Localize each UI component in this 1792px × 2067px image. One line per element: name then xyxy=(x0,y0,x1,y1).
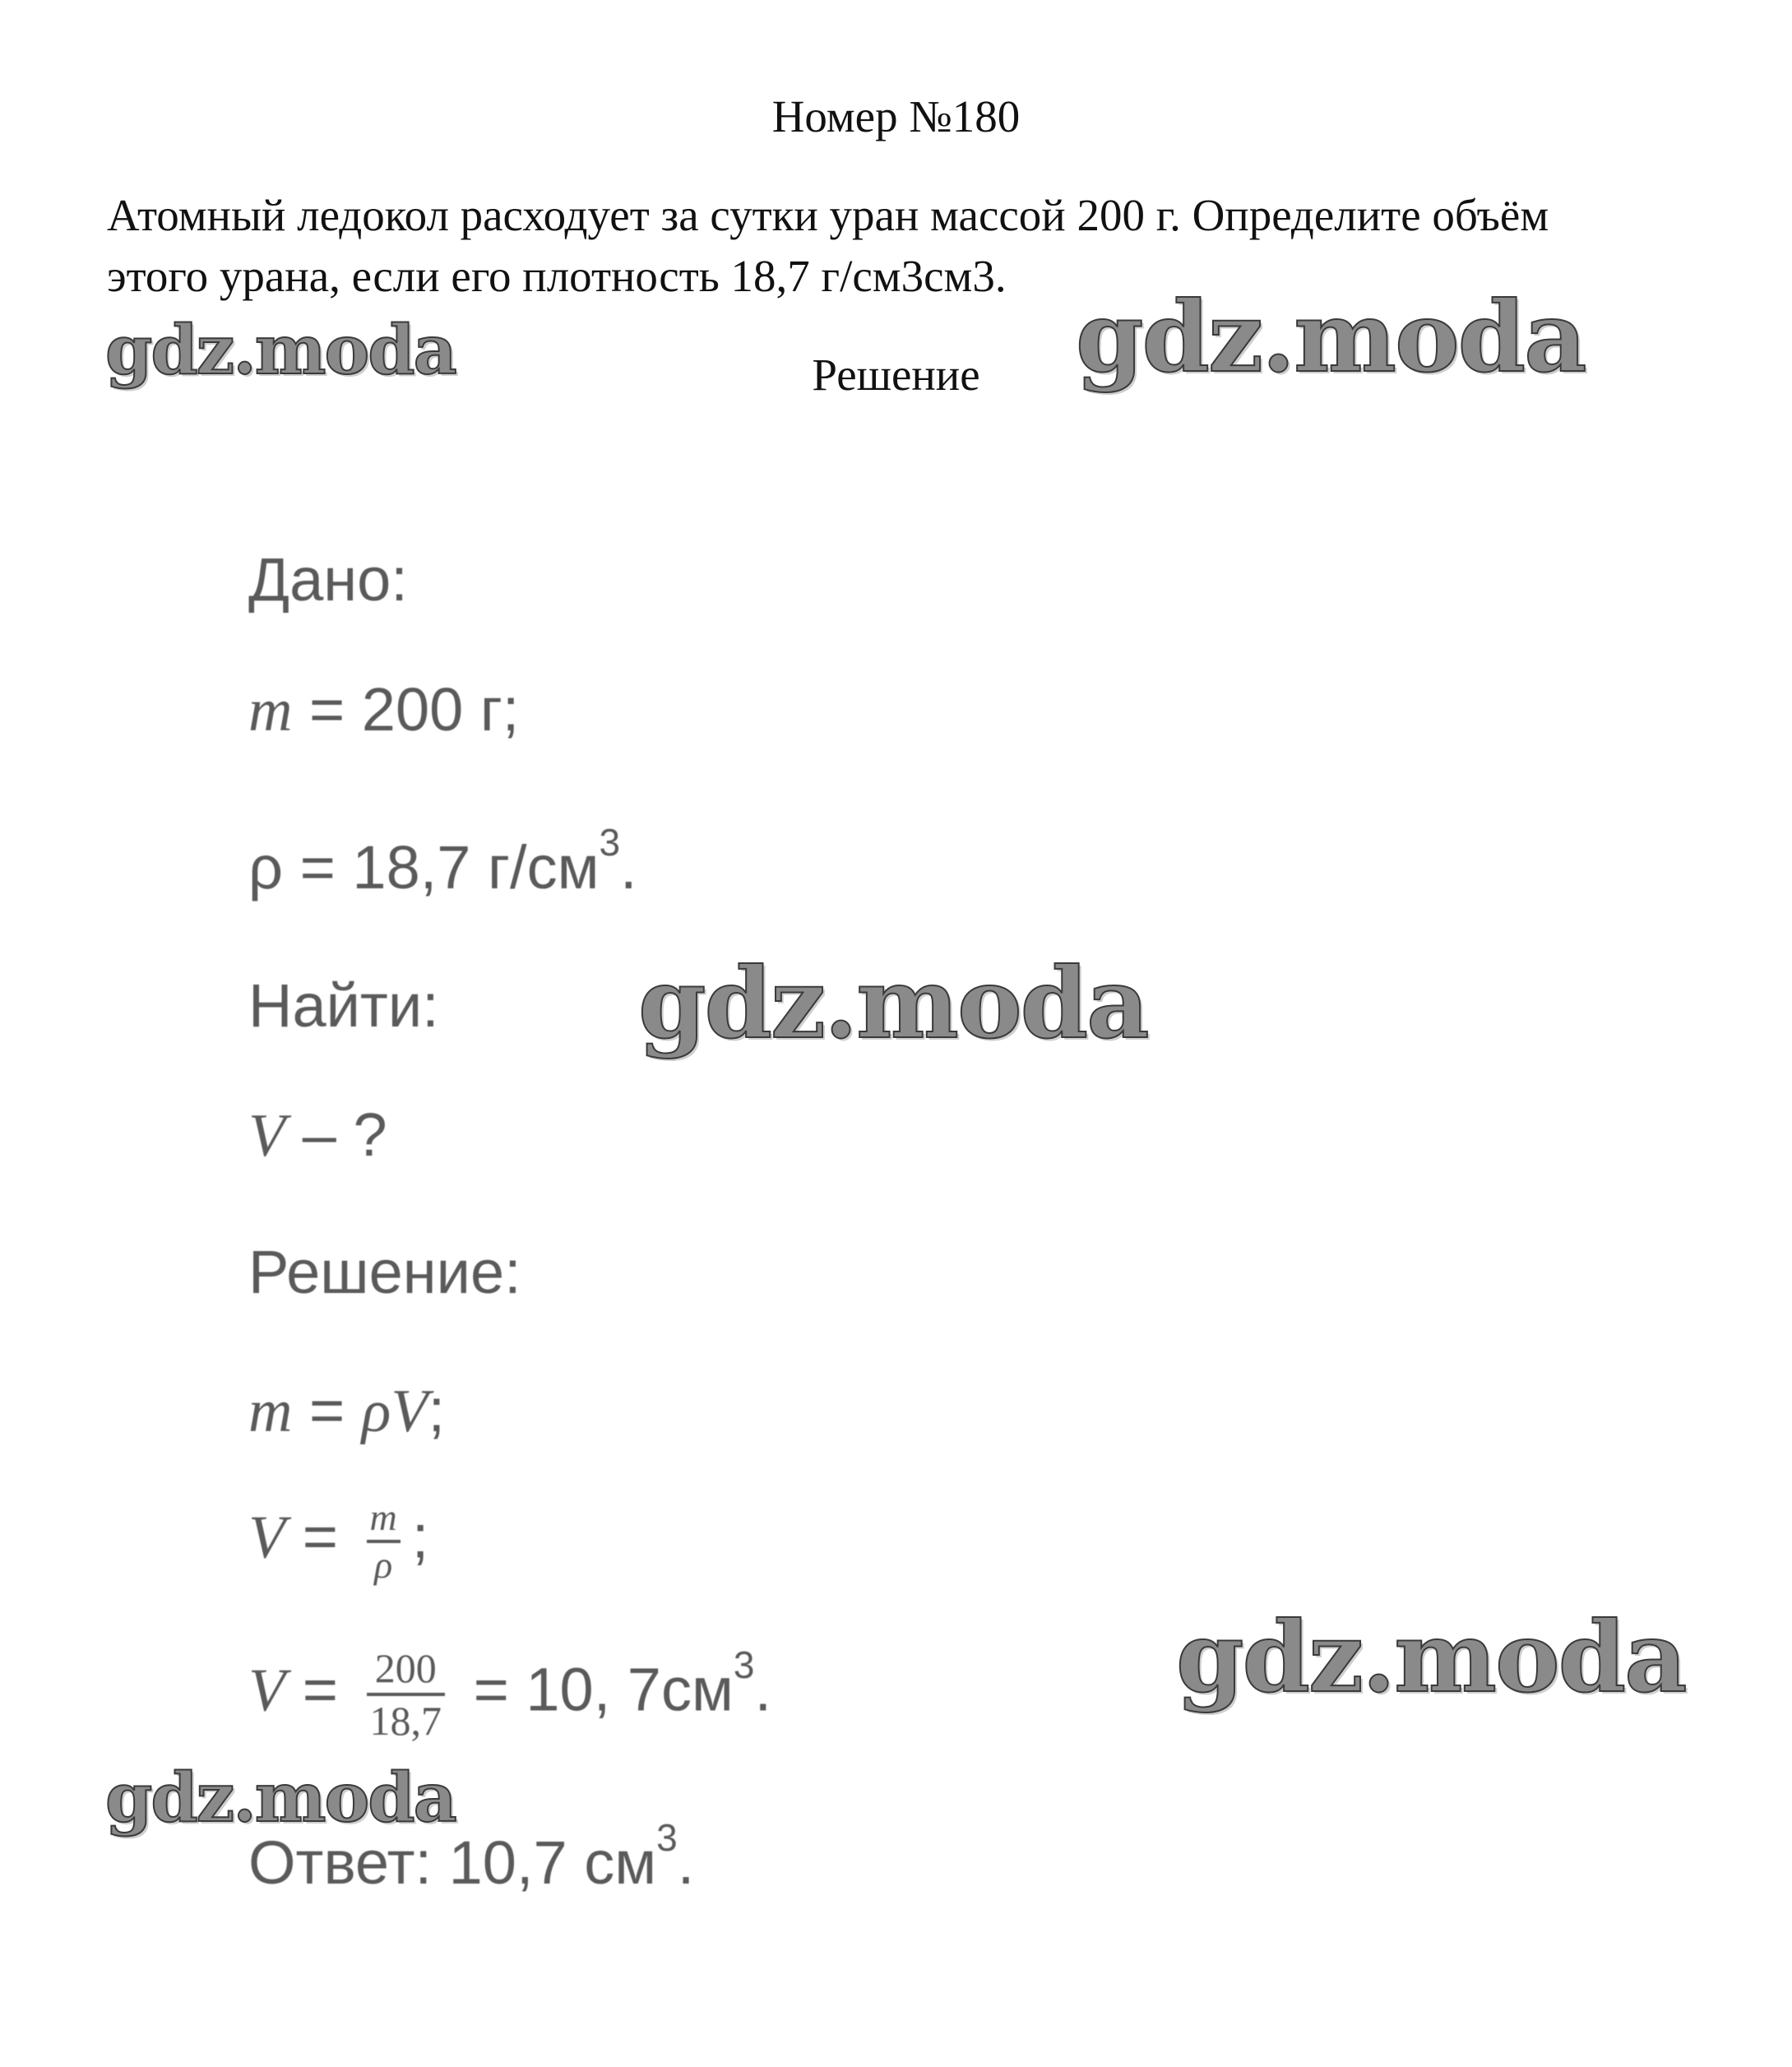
density-value: ρ = 18,7 г/см xyxy=(248,833,600,901)
eq3-end: . xyxy=(754,1655,771,1724)
eq1-end: ; xyxy=(428,1376,446,1444)
equation-mass-density xyxy=(248,1374,445,1448)
fraction-m-over-rho xyxy=(367,1497,401,1586)
watermark-logo: gdz.moda xyxy=(105,311,456,390)
problem-line-2: этого урана, если его плотность 18,7 г/см3см3. xyxy=(107,251,1007,301)
fraction-bar xyxy=(367,1693,446,1696)
density-end: . xyxy=(620,833,637,901)
watermark-logo: gdz.moda xyxy=(638,946,1148,1060)
answer-end: . xyxy=(677,1828,695,1897)
answer xyxy=(248,1816,695,1900)
given-mass xyxy=(248,673,519,748)
solution-heading: Решение xyxy=(812,350,980,400)
watermark-logo: gdz.moda xyxy=(1076,280,1586,394)
eq3-result: = 10, 7см xyxy=(456,1655,734,1724)
eq2-eq: = xyxy=(285,1502,355,1571)
eq1-mid: = xyxy=(292,1376,362,1444)
eq3-eq: = xyxy=(285,1655,355,1724)
watermark-logo: gdz.moda xyxy=(1176,1600,1686,1714)
find-label: Найти: xyxy=(248,971,439,1040)
answer-text: Ответ: 10,7 см xyxy=(248,1828,657,1897)
watermark-logo: gdz.moda xyxy=(105,1759,456,1838)
equation-volume-calculation xyxy=(248,1645,771,1744)
problem-line-1: Атомный ледокол расходует за сутки уран массой 200 г. Определите объём xyxy=(107,190,1549,240)
eq1-rhs: ρV xyxy=(361,1378,428,1445)
eq3-lhs: V xyxy=(248,1657,286,1725)
find-volume xyxy=(248,1098,387,1173)
fraction-bar xyxy=(367,1540,401,1543)
equation-volume-formula xyxy=(248,1497,428,1586)
eq2-end: ; xyxy=(411,1502,429,1571)
fraction-numerator: m xyxy=(369,1496,397,1538)
mass-value: = 200 г; xyxy=(292,675,520,744)
page-title: Номер №180 xyxy=(771,91,1021,141)
fraction-200-over-18-7 xyxy=(367,1645,446,1744)
eq3-exponent: 3 xyxy=(733,1643,755,1686)
find-rest: – ? xyxy=(285,1101,387,1169)
mass-variable: m xyxy=(248,677,293,744)
fraction-denominator: 18,7 xyxy=(369,1698,442,1744)
eq2-lhs: V xyxy=(248,1504,286,1572)
solution-label: Решение: xyxy=(248,1238,521,1306)
given-density xyxy=(248,821,637,905)
density-exponent: 3 xyxy=(599,821,621,864)
volume-variable: V xyxy=(248,1102,286,1170)
given-label: Дано: xyxy=(248,545,408,614)
fraction-denominator: ρ xyxy=(374,1544,393,1586)
eq1-lhs: m xyxy=(248,1378,293,1445)
fraction-numerator: 200 xyxy=(374,1645,437,1691)
answer-exponent: 3 xyxy=(656,1816,678,1860)
